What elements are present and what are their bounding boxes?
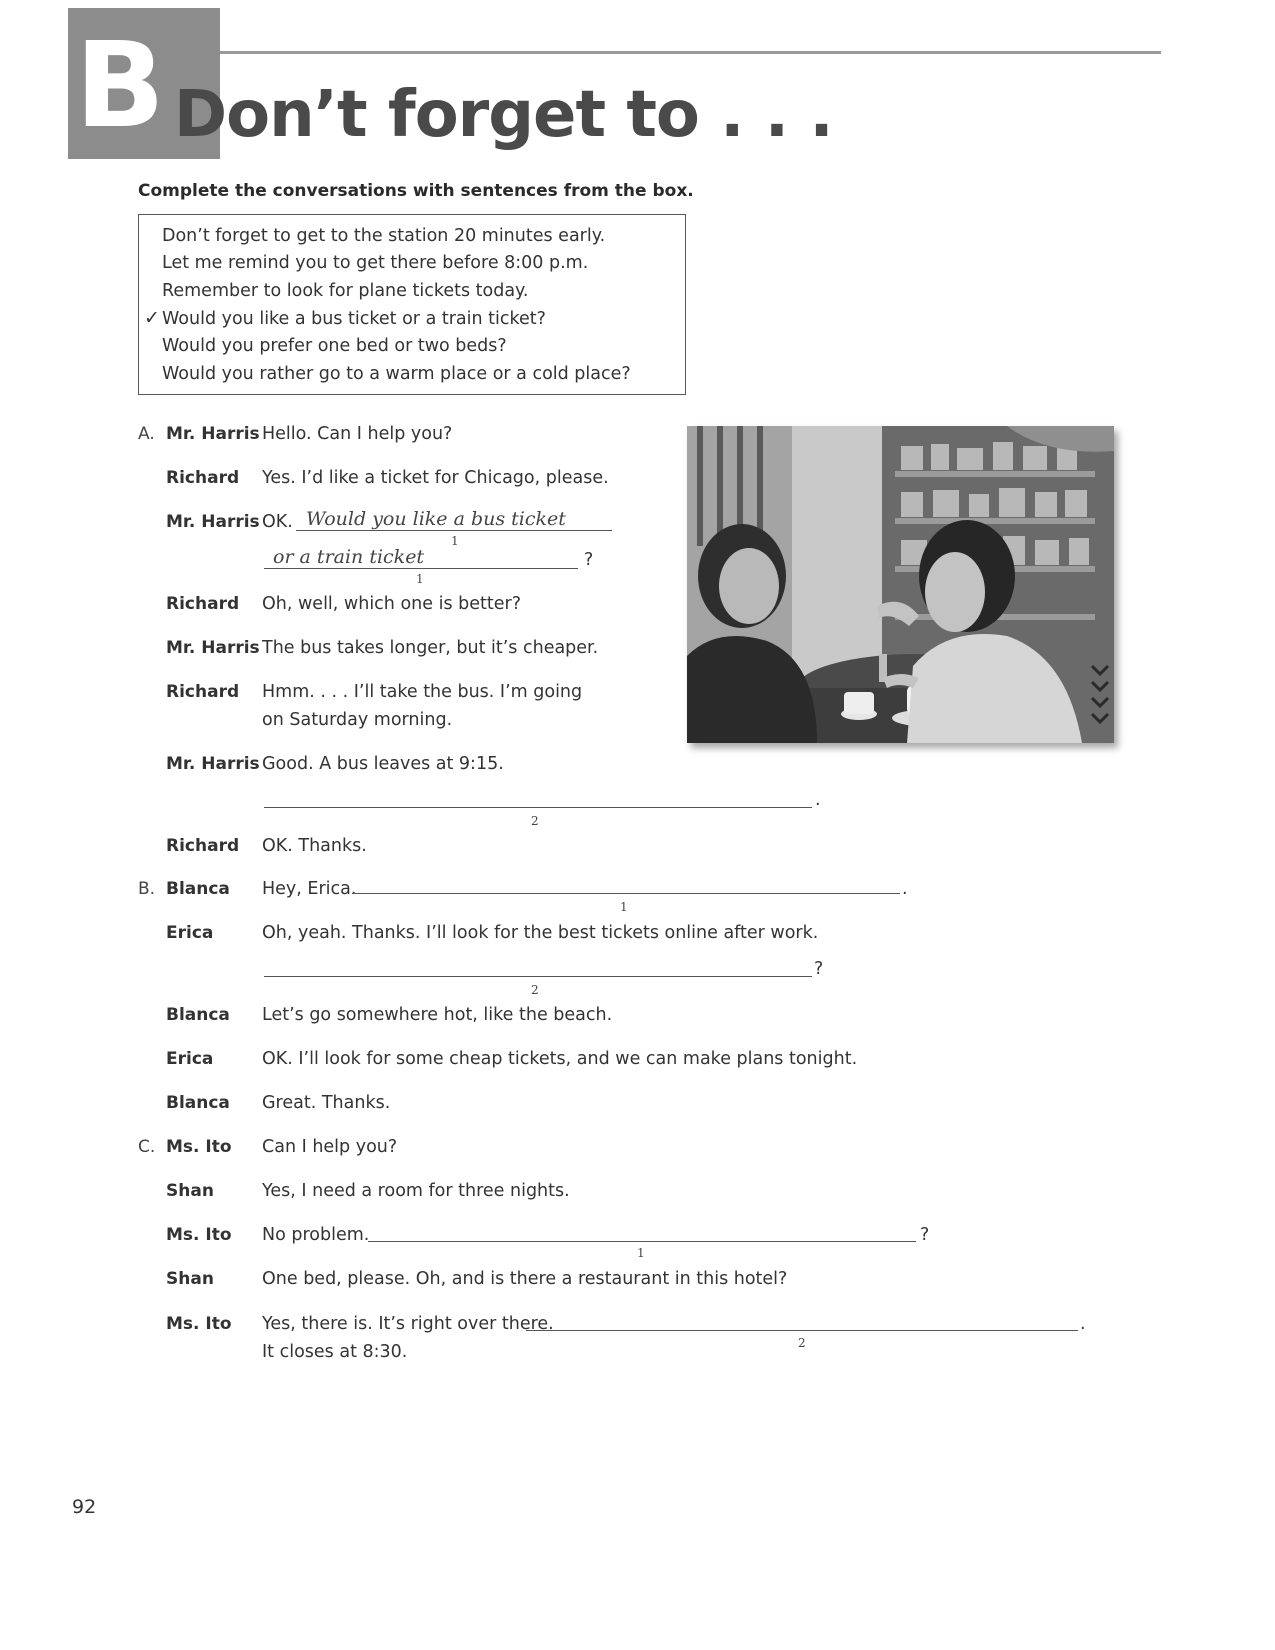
- period-mark: .: [902, 879, 908, 899]
- speaker-name: Mr. Harris: [166, 754, 260, 774]
- handwritten-answer: Would you like a bus ticket: [306, 508, 566, 530]
- answer-blank[interactable]: [264, 568, 578, 569]
- period-mark: .: [815, 790, 821, 810]
- section-a-letter: A.: [138, 424, 155, 444]
- speaker-name: Erica: [166, 1049, 214, 1069]
- box-item: Remember to look for plane tickets today.: [162, 281, 529, 301]
- speaker-name: Mr. Harris: [166, 424, 260, 444]
- box-item: Don’t forget to get to the station 20 minutes early.: [162, 226, 606, 246]
- dialogue-line: Good. A bus leaves at 9:15.: [262, 754, 504, 774]
- dialogue-line: OK.: [262, 512, 293, 532]
- speaker-name: Richard: [166, 836, 240, 856]
- dialogue-line: Oh, yeah. Thanks. I’ll look for the best tickets online after work.: [262, 923, 819, 943]
- speaker-name: Ms. Ito: [166, 1314, 232, 1334]
- blank-number: 1: [416, 572, 424, 586]
- sentence-box: [138, 214, 686, 395]
- dialogue-line: OK. Thanks.: [262, 836, 367, 856]
- dialogue-line: Great. Thanks.: [262, 1093, 391, 1113]
- question-mark: ?: [814, 959, 824, 979]
- blank-number: 2: [798, 1336, 806, 1350]
- answer-blank[interactable]: [264, 807, 812, 808]
- blank-number: 2: [531, 814, 539, 828]
- question-mark: ?: [584, 550, 594, 570]
- instruction-text: Complete the conversations with sentences from the box.: [138, 181, 694, 201]
- section-b-letter: B.: [138, 879, 156, 899]
- speaker-name: Shan: [166, 1269, 214, 1289]
- dialogue-line: The bus takes longer, but it’s cheaper.: [262, 638, 599, 658]
- dialogue-line: Oh, well, which one is better?: [262, 594, 521, 614]
- blank-number: 2: [531, 983, 539, 997]
- checkmark-icon: ✓: [144, 307, 160, 329]
- dialogue-line: on Saturday morning.: [262, 710, 453, 730]
- dialogue-line: It closes at 8:30.: [262, 1342, 408, 1362]
- dialogue-line: Yes. I’d like a ticket for Chicago, please.: [262, 468, 609, 488]
- cafe-photo-illustration: [687, 426, 1114, 743]
- dialogue-line: Hey, Erica.: [262, 879, 357, 899]
- dialogue-line: One bed, please. Oh, and is there a restaurant in this hotel?: [262, 1269, 788, 1289]
- cafe-photo: [687, 426, 1114, 743]
- speaker-name: Mr. Harris: [166, 638, 260, 658]
- section-badge-letter: B: [75, 16, 165, 154]
- header-rule: [220, 51, 1161, 54]
- box-item: Would you prefer one bed or two beds?: [162, 336, 507, 356]
- answer-blank[interactable]: [264, 976, 812, 977]
- answer-blank[interactable]: [368, 1241, 916, 1242]
- speaker-name: Ms. Ito: [166, 1225, 232, 1245]
- dialogue-line: Yes, there is. It’s right over there.: [262, 1314, 554, 1334]
- period-mark: .: [1080, 1314, 1086, 1334]
- speaker-name: Richard: [166, 594, 240, 614]
- speaker-name: Mr. Harris: [166, 512, 260, 532]
- dialogue-line: Can I help you?: [262, 1137, 398, 1157]
- speaker-name: Blanca: [166, 879, 230, 899]
- section-c-letter: C.: [138, 1137, 156, 1157]
- speaker-name: Richard: [166, 468, 240, 488]
- box-item: Would you rather go to a warm place or a cold place?: [162, 364, 631, 384]
- dialogue-line: OK. I’ll look for some cheap tickets, and we can make plans tonight.: [262, 1049, 858, 1069]
- answer-blank[interactable]: [352, 893, 900, 894]
- dialogue-line: Hmm. . . . I’ll take the bus. I’m going: [262, 682, 583, 702]
- handwritten-answer: or a train ticket: [273, 546, 425, 568]
- speaker-name: Blanca: [166, 1005, 230, 1025]
- blank-number: 1: [620, 900, 628, 914]
- dialogue-line: Let’s go somewhere hot, like the beach.: [262, 1005, 613, 1025]
- speaker-name: Ms. Ito: [166, 1137, 232, 1157]
- dialogue-line: No problem.: [262, 1225, 370, 1245]
- dialogue-line: Hello. Can I help you?: [262, 424, 453, 444]
- answer-blank[interactable]: [296, 530, 612, 531]
- speaker-name: Blanca: [166, 1093, 230, 1113]
- blank-number: 1: [637, 1246, 645, 1260]
- speaker-name: Shan: [166, 1181, 214, 1201]
- speaker-name: Richard: [166, 682, 240, 702]
- speaker-name: Erica: [166, 923, 214, 943]
- blank-number: 1: [451, 534, 459, 548]
- answer-blank[interactable]: [526, 1330, 1078, 1331]
- question-mark: ?: [920, 1225, 930, 1245]
- dialogue-line: Yes, I need a room for three nights.: [262, 1181, 570, 1201]
- box-item: Would you like a bus ticket or a train ticket?: [162, 309, 546, 329]
- box-item: Let me remind you to get there before 8:00 p.m.: [162, 253, 589, 273]
- page-number: 92: [72, 1496, 97, 1518]
- page-title: Don’t forget to . . .: [174, 78, 833, 152]
